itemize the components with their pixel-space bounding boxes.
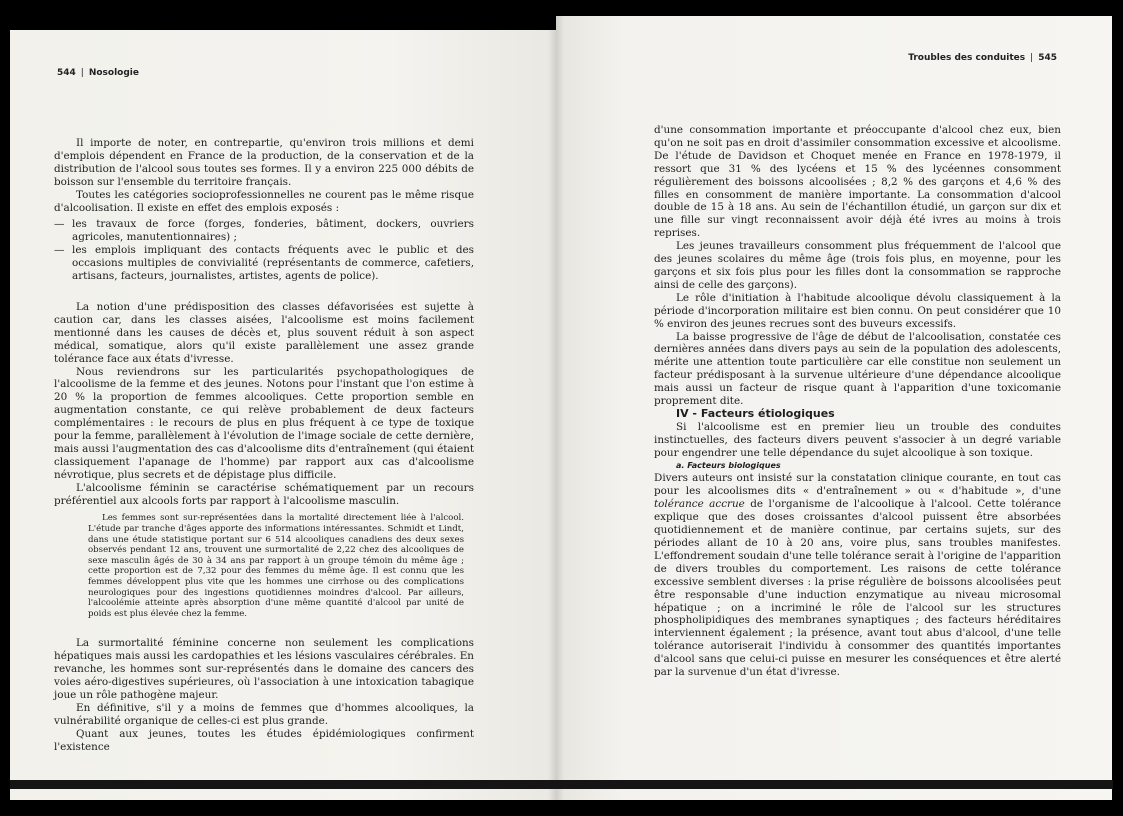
book-fold: [548, 16, 564, 800]
running-head-right: [908, 53, 1057, 63]
paragraph: Les jeunes travailleurs consomment plus fréquemment de l'alcool que des jeunes scolaires du même âge (trois fois plus, en moyenne, pour les garçons et six fois plus pour les filles dont la consommation se rapproche ainsi de celle des garçons).: [654, 240, 1061, 291]
paragraph: La notion d'une prédisposition des classes défavorisées est sujette à caution car, dans les classes aisées, l'alcoolisme est moins facilement mentionné dans les causes de décès et, plus souvent réduit à son aspect médical, somatique, alors qu'il existe parallèlement une assez grande tolérance face aux états d'ivresse.: [54, 300, 474, 365]
employment-list: [54, 218, 474, 283]
section-heading: IV - Facteurs étiologiques: [676, 406, 835, 420]
running-head-left: [57, 68, 139, 78]
paragraph: Nous reviendrons sur les particularités psychopathologiques de l'alcoolisme de la femme et des jeunes. Notons pour l'instant que l'on estime à 20 % la proportion de femmes alcooliques. Cette proportion semble en augmentation constante, ce qui relève probablement de deux facteurs complémentaires : le recours de plus en plus fréquent à ce type de toxique pour la femme, parallèlement à l'évolution de l'image sociale de cette dernière, mais aussi l'augmentation des cas d'alcoolisme dits d'entraînement (qui étaient classiquement l'apanage de l'homme) par rapport aux cas d'alcoolisme névrotique, plus secrets et de dépistage plus difficile.: [54, 365, 474, 481]
page-number: 545: [1038, 53, 1057, 63]
list-item: — les travaux de force (forges, fonderies, bâtiment, dockers, ouvriers agricoles, manutentionnaires) ;: [54, 218, 474, 244]
emphasis: tolérance accrue: [654, 498, 745, 511]
separator: |: [1030, 53, 1034, 63]
paragraph: La baisse progressive de l'âge de début de l'alcoolisation, constatée ces dernières années dans divers pays au sein de la population des adolescents, mérite une attention toute particulière car elle constitue non seulement un facteur prédisposant à la survenue ultérieure d'une dépendance alcoolique mais aussi un facteur de risque quant à l'apparition d'une toxicomanie proprement dite.: [654, 330, 1061, 408]
section-name: Troubles des conduites: [908, 53, 1026, 63]
paragraph: Quant aux jeunes, toutes les études épidémiologiques confirment l'existence: [54, 727, 474, 753]
paragraph: d'une consommation importante et préoccupante d'alcool chez eux, bien qu'on ne soit pas en droit d'assimiler consommation excessive et alcoolisme. De l'étude de Davidson et Choquet menée en France en 1978-1979, il ressort que 31 % des lycéens et 15 % des lycéennes consomment régulièrement des boissons alcoolisées ; 8,2 % des garçons et 4,6 % des filles en consomment de manière importante. La consommation d'alcool double de 15 à 18 ans. Au sein de l'échantillon étudié, un garçon sur dix et une fille sur vingt reconnaissent avoir déjà été ivres au moins à trois reprises.: [654, 124, 1061, 240]
section-name: Nosologie: [88, 68, 139, 78]
text-run: Divers auteurs ont insisté sur la constatation clinique courante, en tout cas pour les alcoolismes dits « d'entraînement » ou « d'habitude », d'une: [654, 472, 1061, 498]
paragraph: Il importe de noter, en contrepartie, qu'environ trois millions et demi d'emplois dépendent en France de la production, de la conservation et de la distribution de l'alcool sous toutes ses formes. Il y a environ 225 000 débits de boisson sur l'ensemble du territoire français.: [54, 137, 474, 188]
subsection-heading: a. Facteurs biologiques: [676, 460, 781, 470]
paragraph: Le rôle d'initiation à l'habitude alcoolique dévolu classiquement à la période d'incorporation militaire est bien connu. On peut considérer que 10 % environ des jeunes recrues sont des buveurs excessifs.: [654, 291, 1061, 330]
paragraph: Toutes les catégories socioprofessionnelles ne courent pas le même risque d'alcoolisation. Il existe en effet des emplois exposés :: [54, 188, 474, 214]
paragraph: Si l'alcoolisme est en premier lieu un trouble des conduites instinctuelles, des facteurs divers peuvent s'associer à un degré variable pour engendrer une telle dépendance du sujet alcoolique à son toxique.: [654, 420, 1061, 459]
page-number: 544: [57, 68, 76, 78]
left-page: [10, 30, 556, 800]
separator: |: [80, 68, 84, 78]
paragraph: L'alcoolisme féminin se caractérise schématiquement par un recours préférentiel aux alcools forts par rapport à l'alcoolisme masculin.: [54, 481, 474, 507]
right-page: [556, 16, 1112, 800]
paragraph: [654, 472, 1061, 679]
paragraph: La surmortalité féminine concerne non seulement les complications hépatiques mais aussi les cardopathies et les lésions vasculaires cérébrales. En revanche, les hommes sont sur-représentés dans le domaine des cancers des voies aéro-digestives supérieures, où l'association à une intoxication tabagique joue un rôle pathogène majeur.: [54, 637, 474, 702]
list-item: — les emplois impliquant des contacts fréquents avec le public et des occasions multiples de convivialité (représentants de commerce, cafetiers, artisans, facteurs, journalistes, artistes, agents de police).: [54, 244, 474, 283]
block-quote: [88, 513, 464, 619]
left-body-text: [54, 137, 474, 754]
scan-border: [10, 780, 1113, 789]
paragraph: En définitive, s'il y a moins de femmes que d'hommes alcooliques, la vulnérabilité organique de celles-ci est plus grande.: [54, 701, 474, 727]
quote-text: Les femmes sont sur-représentées dans la mortalité directement liée à l'alcool. L'étude par tranche d'âges apporte des informations intéressantes. Schmidt et Lindt, dans une étude statistique portant sur 6 514 alcooliques canadiens des deux sexes observés pendant 12 ans, trouvent une surmortalité de 2,22 chez des alcooliques de sexe masculin âgés de 30 à 34 ans par rapport à un groupe témoin du même âge ; cette proportion est de 7,32 pour des femmes du même âge. Il est connu que les femmes développent plus vite que les hommes une cirrhose ou des complications neurologiques pour des ingestions quotidiennes moindres d'alcool. Par ailleurs, l'alcoolémie atteinte après absorption d'une même quantité d'alcool par unité de poids est plus élevée chez la femme.: [88, 513, 464, 619]
right-body-text: [654, 124, 1061, 679]
text-run: de l'organisme de l'alcoolique à l'alcool. Cette tolérance explique que des doses croissantes d'alcool puissent être absorbées quotidiennement et de manière continue, par certains sujets, sur des périodes allant de 10 à 20 ans, voire plus, sans troubles manifestes. L'effondrement soudain d'une telle tolérance serait à l'origine de l'apparition de divers troubles du comportement. Les raisons de cette tolérance excessive semblent diverses : la prise régulière de boissons alcoolisées peut être responsable d'une induction enzymatique au niveau microsomal hépatique ; on a incriminé le rôle de l'alcool sur les structures phospholipidiques des membranes synaptiques ; des facteurs héréditaires interviennent également ; la présence, avant tout abus d'alcool, d'une telle tolérance autoriserait l'individu à consommer des quantités importantes d'alcool sans que celui-ci puisse en mesurer les conséquences et être alerté par la survenue d'un état d'ivresse.: [654, 498, 1062, 679]
